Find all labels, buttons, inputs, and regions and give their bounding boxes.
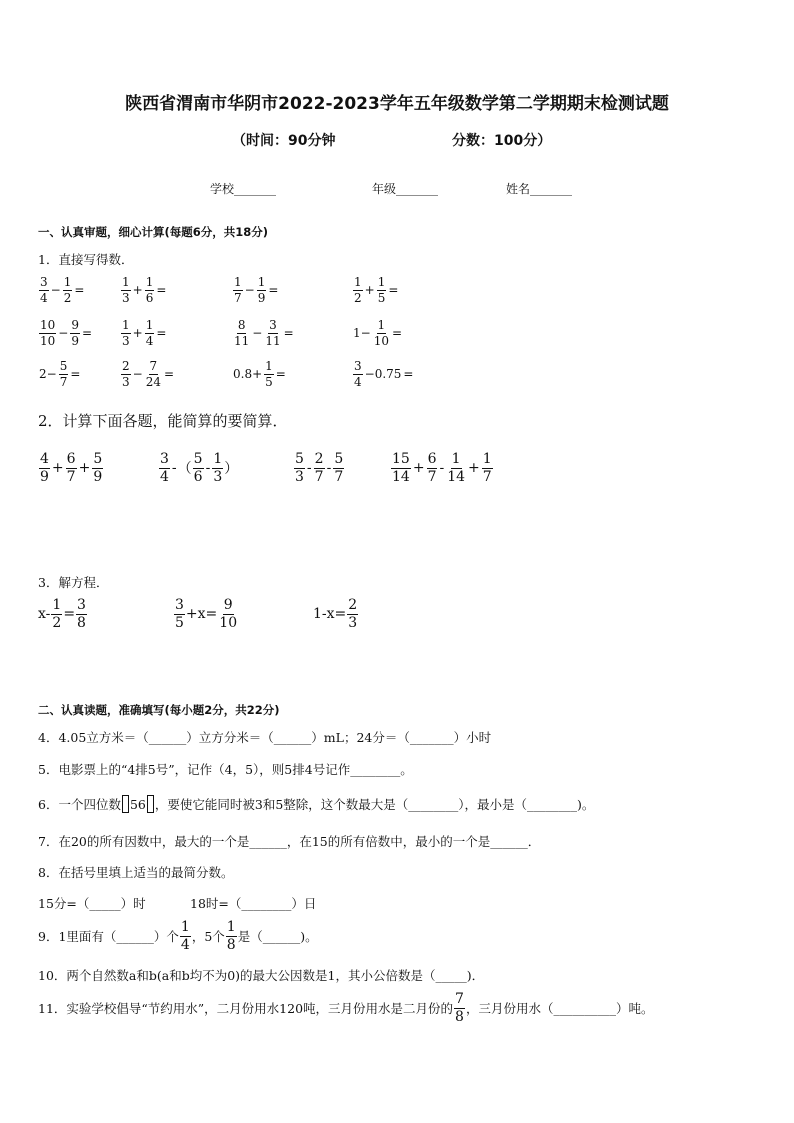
q1-item: $\frac{2}{3}$ − $\frac{7}{24}$ = — [122, 359, 175, 389]
question-1-label: 1．直接写得数． — [38, 252, 134, 267]
fraction: $\frac{1}{5}$ — [265, 359, 273, 389]
q1-item: $\frac{1}{7}$ − $\frac{1}{9}$ = — [234, 275, 279, 305]
fraction: $\frac{1}{3}$ — [122, 318, 130, 348]
fraction: $\frac{5}{9}$ — [93, 451, 103, 485]
exam-time: （时间：90分钟 — [232, 133, 336, 149]
fraction: $\frac{3}{11}$ — [265, 318, 281, 348]
q1-item: 1− $\frac{1}{10}$ = — [353, 318, 403, 348]
q3-equation-2: $\frac{3}{5}$ +x= $\frac{9}{10}$ — [175, 597, 238, 631]
fraction: $\frac{2}{7}$ — [314, 451, 324, 485]
q2-expression-3: $\frac{5}{3}$ - $\frac{2}{7}$ - $\frac{5}{7}$ — [295, 451, 344, 485]
fraction: $\frac{1}{7}$ — [482, 451, 492, 485]
q2-expression-4: $\frac{15}{14}$ + $\frac{6}{7}$ - $\frac{1}{14}$ + $\frac{1}{7}$ — [392, 451, 492, 485]
fraction: $\frac{1}{2}$ — [63, 275, 72, 305]
fraction: $\frac{5}{7}$ — [334, 451, 344, 485]
q1-item: $\frac{3}{4}$ − $\frac{1}{2}$ = — [40, 275, 85, 305]
fraction: $\frac{9}{10}$ — [219, 597, 238, 631]
fraction: $\frac{2}{3}$ — [122, 359, 130, 389]
fraction: $\frac{1}{6}$ — [145, 275, 154, 305]
fraction: $\frac{7}{8}$ — [455, 991, 464, 1025]
fraction: $\frac{1}{9}$ — [257, 275, 266, 305]
q1-item: 2− $\frac{5}{7}$ = — [39, 359, 81, 389]
q1-item: 0.8+ $\frac{1}{5}$ = — [233, 359, 286, 389]
fraction: $\frac{1}{5}$ — [377, 275, 386, 305]
question-10: 10．两个自然数a和b(a和b均不为0)的最大公因数是1，其小公倍数是（_____)． — [38, 968, 485, 983]
fraction: $\frac{6}{7}$ — [427, 451, 437, 485]
fraction: $\frac{2}{3}$ — [348, 597, 358, 631]
question-11: 11．实验学校倡导“节约用水”，二月份用水120吨，三月份用水是二月份的 $\frac{7}{8}$ ，三月份用水（__________）吨。 — [38, 991, 654, 1025]
blank-digit-box — [147, 795, 154, 813]
q2-expression-1: $\frac{4}{9}$ + $\frac{6}{7}$ + $\frac{5}{9}$ — [40, 451, 103, 485]
question-7: 7．在20的所有因数中，最大的一个是______，在15的所有倍数中，最小的一个是______． — [38, 834, 541, 849]
fraction: $\frac{1}{3}$ — [213, 451, 223, 485]
question-9: 9．1里面有（______）个 $\frac{1}{4}$ ，5个 $\frac{1}{8}$ 是（______)。 — [38, 919, 318, 953]
q1-item: $\frac{10}{10}$ − $\frac{9}{9}$ = — [40, 318, 93, 348]
q1-item: $\frac{3}{4}$ −0.75 = — [354, 359, 414, 389]
question-6: 6．一个四位数 56 ，要使它能同时被3和5整除，这个数最大是（________），最小是（________)。 — [38, 796, 595, 812]
name-field: 姓名_______ — [506, 182, 573, 196]
grade-field: 年级_______ — [372, 182, 439, 196]
fraction: $\frac{6}{7}$ — [66, 451, 76, 485]
fraction: $\frac{5}{6}$ — [193, 451, 203, 485]
section-2-heading: 二、认真读题，准确填写(每小题2分，共22分) — [38, 703, 280, 717]
fraction: $\frac{1}{7}$ — [234, 275, 242, 305]
blank-digit-box — [122, 795, 129, 813]
fraction: $\frac{8}{11}$ — [234, 318, 250, 348]
fraction: $\frac{5}{3}$ — [295, 451, 304, 485]
q1-item: $\frac{8}{11}$ − $\frac{3}{11}$ = — [234, 318, 294, 348]
q1-item: $\frac{1}{2}$ + $\frac{1}{5}$ = — [354, 275, 399, 305]
question-2-label: 2．计算下面各题，能简算的要简算． — [38, 412, 288, 430]
q3-equation-3: 1-x= $\frac{2}{3}$ — [313, 597, 358, 631]
question-4: 4．4.05立方米＝（______）立方分米＝（______）mL；24分＝（_______）小时 — [38, 730, 492, 745]
question-5: 5．电影票上的“4排5号”，记作（4，5），则5排4号记作________。 — [38, 762, 413, 777]
fraction: $\frac{3}{4}$ — [354, 359, 362, 389]
page-title: 陕西省渭南市华阴市2022-2023学年五年级数学第二学期期末检测试题 — [125, 94, 669, 114]
q3-equation-1: x- $\frac{1}{2}$ = $\frac{3}{8}$ — [38, 597, 86, 631]
q1-item: $\frac{1}{3}$ + $\frac{1}{4}$ = — [122, 318, 167, 348]
fraction: $\frac{1}{14}$ — [447, 451, 466, 485]
question-3-label: 3．解方程． — [38, 575, 109, 590]
fraction: $\frac{1}{2}$ — [52, 597, 62, 631]
fraction: $\frac{1}{3}$ — [122, 275, 130, 305]
section-1-heading: 一、认真审题，细心计算(每题6分，共18分) — [38, 225, 269, 239]
question-8: 8．在括号里填上适当的最简分数。 — [38, 865, 234, 880]
fraction: $\frac{1}{8}$ — [226, 919, 236, 953]
fraction: $\frac{15}{14}$ — [392, 451, 410, 485]
fraction: $\frac{3}{4}$ — [160, 451, 169, 485]
exam-score: 分数：100分） — [452, 133, 552, 149]
fraction: $\frac{5}{7}$ — [59, 359, 68, 389]
fraction: $\frac{3}{4}$ — [40, 275, 48, 305]
fraction: $\frac{1}{4}$ — [180, 919, 190, 953]
fraction: $\frac{1}{10}$ — [373, 318, 389, 348]
fraction: $\frac{3}{5}$ — [175, 597, 184, 631]
q2-expression-2: $\frac{3}{4}$ - （ $\frac{5}{6}$ - $\frac{1}{3}$ ） — [160, 451, 239, 485]
q1-item: $\frac{1}{3}$ + $\frac{1}{6}$ = — [122, 275, 167, 305]
school-field: 学校_______ — [210, 182, 277, 196]
fraction: $\frac{4}{9}$ — [40, 451, 49, 485]
fraction: $\frac{7}{24}$ — [145, 359, 161, 389]
question-8b: 18时=（________）日 — [190, 896, 317, 911]
fraction: $\frac{1}{2}$ — [354, 275, 362, 305]
fraction: $\frac{3}{8}$ — [77, 597, 86, 631]
fraction: $\frac{9}{9}$ — [71, 318, 79, 348]
fraction: $\frac{10}{10}$ — [40, 318, 56, 348]
fraction: $\frac{1}{4}$ — [145, 318, 154, 348]
question-8a: 15分=（_____）时 — [38, 896, 146, 911]
